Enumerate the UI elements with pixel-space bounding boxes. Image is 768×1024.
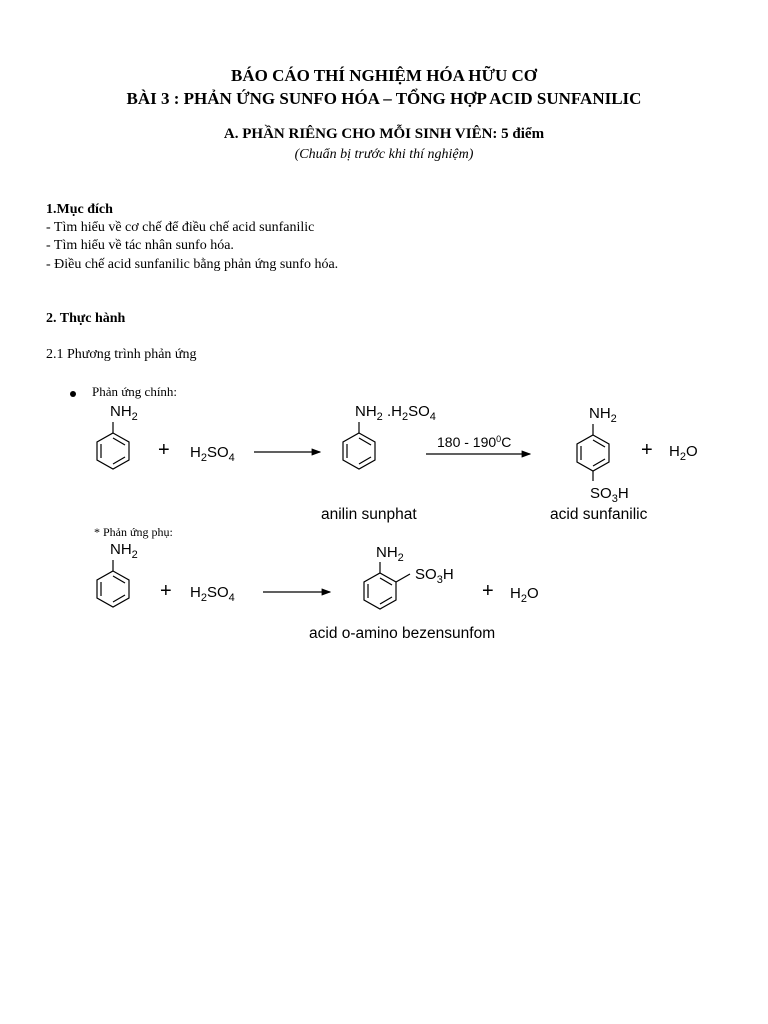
- aniline-2-nh2: $NH_2$: [110, 541, 138, 561]
- plus-sign-2: +: [641, 439, 653, 461]
- aniline-1-nh2: $NH_2$: [110, 403, 138, 423]
- anilin-sunphat-formula: $NH_2$ $.H_2SO_4$: [355, 403, 436, 423]
- aniline-structure-1: [97, 422, 129, 469]
- o-amino-acid-structure: [364, 562, 410, 609]
- product-water-2: $H_2O$: [510, 585, 539, 605]
- reaction-condition: $180 - 190^0C$: [437, 434, 512, 450]
- plus-sign-3: +: [160, 580, 172, 602]
- reactant-h2so4-1: $H_2SO_4$: [190, 444, 235, 464]
- anilin-sunphat-structure: [343, 422, 375, 469]
- purpose-item-1: - Tìm hiểu về cơ chế để điều chế acid sunfanilic: [46, 220, 315, 235]
- sunfanilic-so3h: $SO_3H$: [590, 485, 629, 505]
- sunfanilic-acid-structure: [577, 424, 609, 481]
- main-reaction-label: Phản ứng chính:: [92, 384, 178, 399]
- plus-sign-1: +: [158, 439, 170, 461]
- aniline-structure-2: [97, 560, 129, 607]
- o-amino-nh2: $NH_2$: [376, 544, 404, 564]
- section-a-note: (Chuẩn bị trước khi thí nghiệm): [294, 147, 474, 162]
- product-water-1: $H_2O$: [669, 443, 698, 463]
- purpose-heading: 1.Mục đích: [46, 202, 113, 217]
- sunfanilic-nh2: $NH_2$: [589, 405, 617, 425]
- side-reaction-label: * Phản ứng phụ:: [94, 525, 173, 539]
- report-title: BÁO CÁO THÍ NGHIỆM HÓA HỮU CƠ: [230, 66, 538, 85]
- plus-sign-4: +: [482, 580, 494, 602]
- caption-acid-sunfanilic: acid sunfanilic: [550, 506, 648, 523]
- equation-subheading: 2.1 Phương trình phản ứng: [46, 347, 197, 362]
- purpose-item-3: - Điều chế acid sunfanilic bằng phản ứng sunfo hóa.: [46, 257, 339, 272]
- practice-heading: 2. Thực hành: [46, 311, 126, 326]
- section-a-heading: A. PHẦN RIÊNG CHO MỖI SINH VIÊN: 5 điểm: [223, 126, 545, 142]
- purpose-item-2: - Tìm hiểu về tác nhân sunfo hóa.: [46, 238, 234, 253]
- lesson-title: BÀI 3 : PHẢN ỨNG SUNFO HÓA – TỔNG HỢP ACID SUNFANILIC: [126, 89, 642, 108]
- o-amino-so3h: $SO_3H$: [415, 566, 454, 586]
- caption-o-amino-acid: acid o-amino bezensunfom: [309, 625, 496, 642]
- caption-anilin-sunphat: anilin sunphat: [321, 506, 417, 523]
- reactant-h2so4-2: $H_2SO_4$: [190, 584, 235, 604]
